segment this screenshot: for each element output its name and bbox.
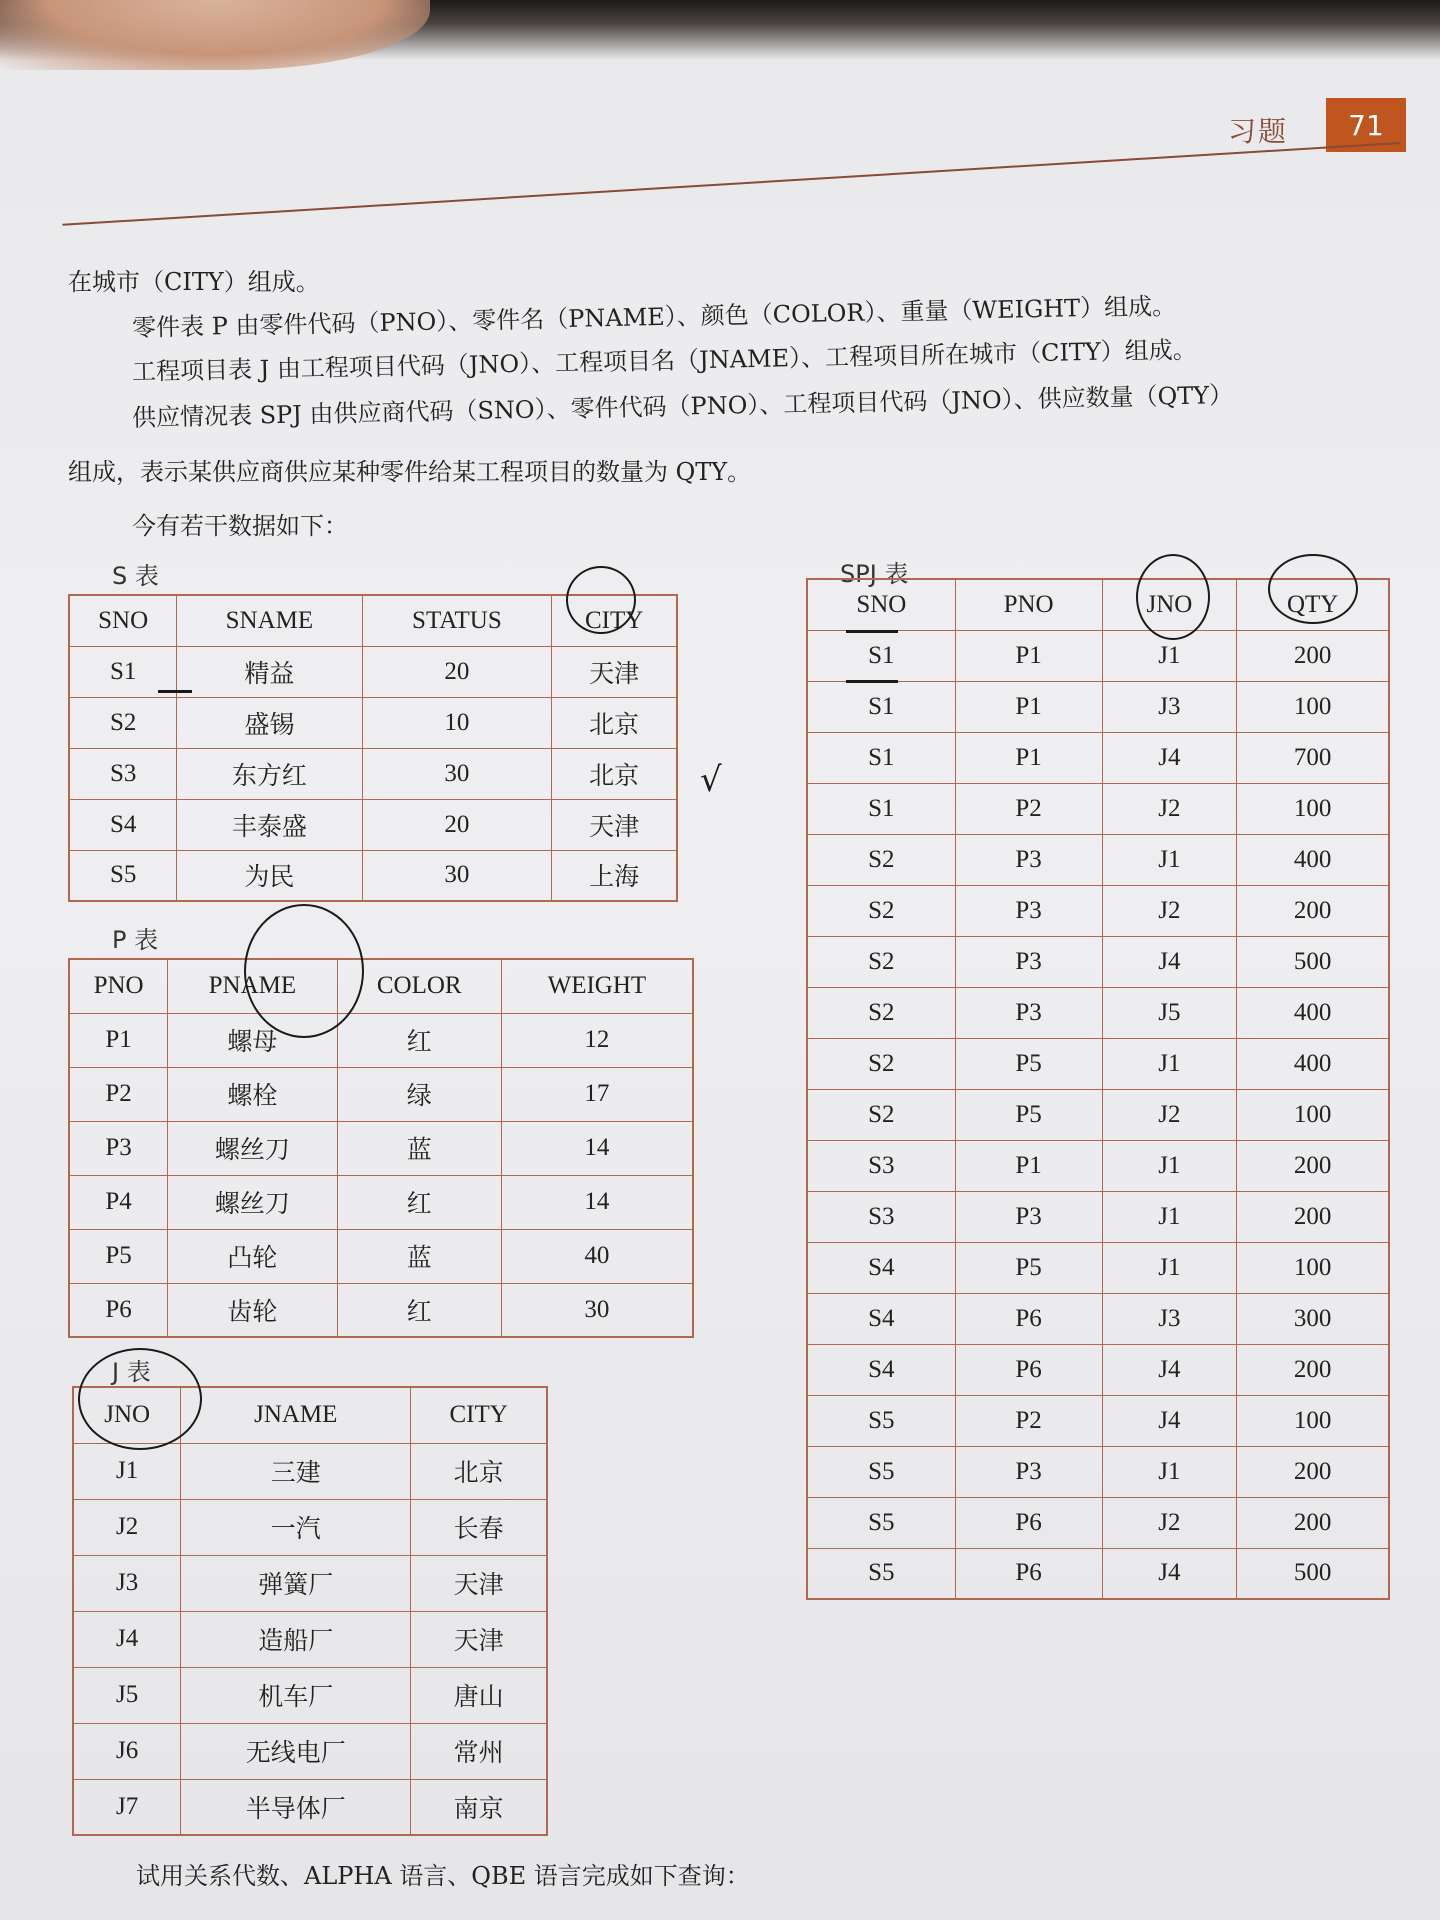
table-cell: 常州	[411, 1723, 547, 1779]
table-row	[807, 1191, 1389, 1242]
table-cell: J5	[1102, 987, 1237, 1038]
table-cell: P1	[955, 630, 1102, 681]
table-cell: J6	[73, 1723, 181, 1779]
table-row	[73, 1723, 547, 1779]
table-cell: 20	[362, 646, 552, 697]
table-cell: 无线电厂	[181, 1723, 411, 1779]
handwritten-circle-qty	[1268, 554, 1358, 624]
table-cell: P3	[955, 834, 1102, 885]
table-row	[73, 1779, 547, 1835]
table-cell: 弹簧厂	[181, 1555, 411, 1611]
table-cell: 机车厂	[181, 1667, 411, 1723]
table-cell: 100	[1237, 1395, 1389, 1446]
column-header: CITY	[411, 1387, 547, 1443]
text-line-2: 零件表 P 由零件代码（PNO）、零件名（PNAME）、颜色（COLOR）、重量（WEIGHT）组成。	[131, 292, 1177, 342]
table-cell: S2	[807, 885, 955, 936]
table-row	[69, 697, 677, 748]
table-row	[807, 987, 1389, 1038]
table-row	[69, 1121, 693, 1175]
table-cell: 天津	[552, 646, 677, 697]
table-row	[807, 834, 1389, 885]
table-row	[807, 783, 1389, 834]
table-cell: P6	[955, 1344, 1102, 1395]
table-cell: P1	[955, 732, 1102, 783]
table-cell: 20	[362, 799, 552, 850]
column-header: WEIGHT	[501, 959, 693, 1013]
table-cell: J5	[73, 1667, 181, 1723]
column-header: PNO	[955, 579, 1102, 630]
table-cell: 精益	[177, 646, 362, 697]
p-table-title: P 表	[112, 926, 159, 954]
table-row	[807, 936, 1389, 987]
table-row	[807, 1140, 1389, 1191]
handwritten-circle-jno	[78, 1348, 202, 1450]
s-table-title: S 表	[112, 562, 159, 590]
table-cell: 南京	[411, 1779, 547, 1835]
table-cell: J1	[1102, 1446, 1237, 1497]
table-cell: 红	[337, 1283, 501, 1337]
table-cell: P5	[69, 1229, 168, 1283]
table-cell: S5	[807, 1446, 955, 1497]
table-cell: 10	[362, 697, 552, 748]
table-cell: P2	[955, 783, 1102, 834]
table-row	[73, 1555, 547, 1611]
table-cell: J1	[1102, 1242, 1237, 1293]
table-cell: S2	[807, 987, 955, 1038]
table-cell: S5	[807, 1497, 955, 1548]
table-cell: 200	[1237, 1344, 1389, 1395]
table-cell: P3	[955, 885, 1102, 936]
table-cell: S2	[807, 1089, 955, 1140]
table-row	[807, 1548, 1389, 1599]
table-row	[69, 1013, 693, 1067]
table-cell: J3	[1102, 1293, 1237, 1344]
column-header: QTY	[1237, 579, 1389, 630]
handwritten-underline-sno	[846, 630, 898, 633]
table-row	[807, 630, 1389, 681]
table-cell: S2	[807, 1038, 955, 1089]
table-cell: 齿轮	[168, 1283, 338, 1337]
text-line-4: 供应情况表 SPJ 由供应商代码（SNO）、零件代码（PNO）、工程项目代码（JNO）、供应数量（QTY）	[131, 380, 1234, 432]
handwritten-check-mark: √	[700, 760, 722, 800]
table-row	[69, 1283, 693, 1337]
table-cell: J2	[1102, 1089, 1237, 1140]
table-row	[69, 1175, 693, 1229]
table-cell: 100	[1237, 783, 1389, 834]
table-cell: P2	[69, 1067, 168, 1121]
spj-table-title: SPJ 表	[840, 560, 909, 588]
table-row	[807, 1344, 1389, 1395]
table-cell: 100	[1237, 1089, 1389, 1140]
table-cell: P6	[955, 1497, 1102, 1548]
spj-table	[806, 578, 1390, 1600]
table-cell: 天津	[552, 799, 677, 850]
table-cell: 北京	[552, 748, 677, 799]
column-header: JNO	[1102, 579, 1237, 630]
handwritten-circle-pname	[244, 904, 364, 1038]
table-cell: 12	[501, 1013, 693, 1067]
table-row	[807, 732, 1389, 783]
table-cell: J4	[1102, 1548, 1237, 1599]
table-cell: P2	[955, 1395, 1102, 1446]
table-cell: 丰泰盛	[177, 799, 362, 850]
s-table	[68, 594, 678, 902]
table-cell: 200	[1237, 630, 1389, 681]
table-cell: 螺丝刀	[168, 1121, 338, 1175]
section-header: 习题	[1228, 115, 1289, 148]
table-cell: 500	[1237, 1548, 1389, 1599]
table-cell: S5	[69, 850, 177, 901]
table-cell: 绿	[337, 1067, 501, 1121]
column-header: CITY	[552, 595, 677, 646]
table-cell: P1	[69, 1013, 168, 1067]
table-cell: 螺母	[168, 1013, 338, 1067]
table-cell: 三建	[181, 1443, 411, 1499]
table-cell: P4	[69, 1175, 168, 1229]
column-header: STATUS	[362, 595, 552, 646]
table-cell: 天津	[411, 1611, 547, 1667]
table-cell: J4	[1102, 732, 1237, 783]
table-row	[69, 1067, 693, 1121]
table-row	[807, 1293, 1389, 1344]
handwritten-circle-spj-jno	[1136, 554, 1210, 640]
table-cell: 东方红	[177, 748, 362, 799]
table-cell: J1	[1102, 1140, 1237, 1191]
table-cell: J4	[1102, 936, 1237, 987]
table-cell: P6	[69, 1283, 168, 1337]
table-cell: S1	[807, 681, 955, 732]
table-cell: S1	[807, 732, 955, 783]
table-cell: 400	[1237, 987, 1389, 1038]
table-cell: 14	[501, 1175, 693, 1229]
table-row	[73, 1499, 547, 1555]
table-cell: 盛锡	[177, 697, 362, 748]
table-cell: 700	[1237, 732, 1389, 783]
table-cell: 蓝	[337, 1229, 501, 1283]
table-cell: J1	[1102, 834, 1237, 885]
table-cell: S5	[807, 1548, 955, 1599]
table-cell: 200	[1237, 885, 1389, 936]
table-cell: S4	[69, 799, 177, 850]
table-cell: 100	[1237, 1242, 1389, 1293]
table-cell: S2	[807, 936, 955, 987]
table-cell: J3	[73, 1555, 181, 1611]
table-cell: 长春	[411, 1499, 547, 1555]
table-cell: 200	[1237, 1446, 1389, 1497]
table-cell: P5	[955, 1038, 1102, 1089]
table-cell: S1	[807, 630, 955, 681]
table-cell: P3	[955, 1191, 1102, 1242]
table-row	[69, 1229, 693, 1283]
table-row	[807, 885, 1389, 936]
footer-text: 试用关系代数、ALPHA 语言、QBE 语言完成如下查询：	[136, 1862, 750, 1890]
table-cell: 凸轮	[168, 1229, 338, 1283]
table-cell: 200	[1237, 1191, 1389, 1242]
table-cell: 300	[1237, 1293, 1389, 1344]
table-cell: P5	[955, 1089, 1102, 1140]
table-row	[807, 681, 1389, 732]
table-cell: P1	[955, 1140, 1102, 1191]
table-cell: 造船厂	[181, 1611, 411, 1667]
text-line-6: 今有若干数据如下：	[132, 512, 348, 540]
table-cell: 40	[501, 1229, 693, 1283]
table-cell: S3	[807, 1140, 955, 1191]
table-cell: S2	[69, 697, 177, 748]
table-cell: 螺栓	[168, 1067, 338, 1121]
table-row	[807, 1446, 1389, 1497]
page-number-badge: 71	[1326, 98, 1406, 152]
table-cell: 30	[362, 850, 552, 901]
table-cell: 500	[1237, 936, 1389, 987]
column-header: SNO	[69, 595, 177, 646]
table-cell: 14	[501, 1121, 693, 1175]
table-cell: J1	[1102, 1038, 1237, 1089]
table-cell: 北京	[411, 1443, 547, 1499]
column-header: SNO	[807, 579, 955, 630]
table-cell: P3	[69, 1121, 168, 1175]
table-cell: 红	[337, 1175, 501, 1229]
table-cell: P3	[955, 1446, 1102, 1497]
table-cell: P1	[955, 681, 1102, 732]
table-row	[69, 748, 677, 799]
table-cell: 30	[501, 1283, 693, 1337]
handwritten-dash-s1	[158, 690, 192, 693]
handwritten-underline-s1	[846, 680, 898, 683]
table-cell: 17	[501, 1067, 693, 1121]
table-row	[73, 1443, 547, 1499]
table-cell: P3	[955, 987, 1102, 1038]
table-cell: J3	[1102, 681, 1237, 732]
text-line-1: 在城市（CITY）组成。	[68, 268, 320, 296]
table-cell: 唐山	[411, 1667, 547, 1723]
column-header: JNO	[73, 1387, 181, 1443]
table-cell: S3	[807, 1191, 955, 1242]
header-row	[69, 959, 693, 1013]
table-cell: 400	[1237, 1038, 1389, 1089]
table-cell: 北京	[552, 697, 677, 748]
table-cell: J1	[1102, 1191, 1237, 1242]
table-cell: J2	[1102, 1497, 1237, 1548]
text-line-3: 工程项目表 J 由工程项目代码（JNO）、工程项目名（JNAME）、工程项目所在城市（CITY）组成。	[131, 335, 1198, 386]
table-cell: 200	[1237, 1497, 1389, 1548]
table-cell: P5	[955, 1242, 1102, 1293]
table-cell: S2	[807, 834, 955, 885]
table-cell: S3	[69, 748, 177, 799]
table-cell: S1	[69, 646, 177, 697]
column-header: JNAME	[181, 1387, 411, 1443]
table-row	[807, 1395, 1389, 1446]
p-table	[68, 958, 694, 1338]
table-cell: S4	[807, 1242, 955, 1293]
table-cell: 400	[1237, 834, 1389, 885]
column-header: PNO	[69, 959, 168, 1013]
table-cell: J4	[1102, 1344, 1237, 1395]
table-cell: 100	[1237, 681, 1389, 732]
column-header: PNAME	[168, 959, 338, 1013]
table-cell: 螺丝刀	[168, 1175, 338, 1229]
table-cell: J4	[1102, 1395, 1237, 1446]
table-cell: J1	[1102, 630, 1237, 681]
column-header: SNAME	[177, 595, 362, 646]
table-cell: 天津	[411, 1555, 547, 1611]
table-cell: 上海	[552, 850, 677, 901]
table-cell: J7	[73, 1779, 181, 1835]
handwritten-circle-city	[566, 566, 636, 634]
j-table	[72, 1386, 548, 1836]
table-cell: S4	[807, 1293, 955, 1344]
header-rule	[62, 142, 1400, 226]
table-cell: J2	[73, 1499, 181, 1555]
table-row	[807, 1089, 1389, 1140]
table-cell: P3	[955, 936, 1102, 987]
table-cell: S1	[807, 783, 955, 834]
table-cell: P6	[955, 1293, 1102, 1344]
table-cell: S5	[807, 1395, 955, 1446]
table-cell: 半导体厂	[181, 1779, 411, 1835]
table-row	[69, 799, 677, 850]
column-header: COLOR	[337, 959, 501, 1013]
table-row	[807, 1038, 1389, 1089]
table-cell: J4	[73, 1611, 181, 1667]
table-cell: 为民	[177, 850, 362, 901]
table-cell: S4	[807, 1344, 955, 1395]
table-row	[73, 1611, 547, 1667]
table-cell: J1	[73, 1443, 181, 1499]
table-cell: J2	[1102, 783, 1237, 834]
table-row	[69, 850, 677, 901]
table-cell: 蓝	[337, 1121, 501, 1175]
j-table-title: J 表	[112, 1358, 151, 1386]
table-cell: 红	[337, 1013, 501, 1067]
table-cell: 200	[1237, 1140, 1389, 1191]
table-cell: P6	[955, 1548, 1102, 1599]
table-row	[807, 1242, 1389, 1293]
table-cell: J2	[1102, 885, 1237, 936]
table-cell: 一汽	[181, 1499, 411, 1555]
table-cell: 30	[362, 748, 552, 799]
table-row	[73, 1667, 547, 1723]
table-row	[807, 1497, 1389, 1548]
text-line-5: 组成，表示某供应商供应某种零件给某工程项目的数量为 QTY。	[68, 458, 752, 486]
